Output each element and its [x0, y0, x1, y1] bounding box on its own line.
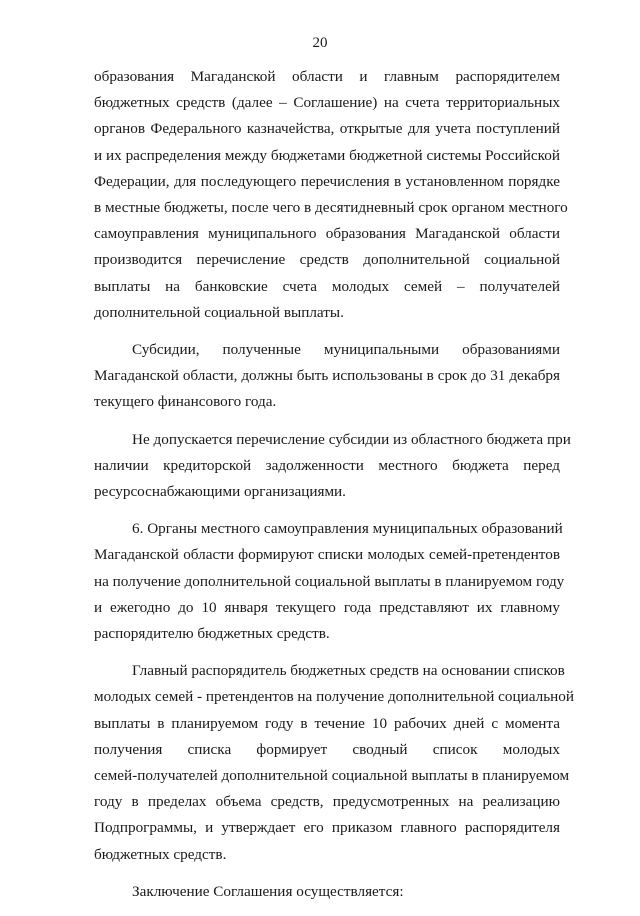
- text-line: семей-получателей дополнительной социальной выплаты в планируемом: [94, 767, 570, 785]
- text-line: и их распределения между бюджетами бюджетной системы Российской: [94, 146, 560, 164]
- page-number: 20: [312, 35, 328, 51]
- paragraph: [94, 337, 560, 416]
- text-line: производится перечисление средств дополнительной социальной: [94, 251, 560, 269]
- text-line: Главный распорядитель бюджетных средств на основании списков: [132, 662, 565, 680]
- text-line: самоуправления муниципального образования Магаданской области: [94, 225, 560, 243]
- text-line: году в пределах объема средств, предусмотренных на реализацию: [94, 793, 560, 811]
- text-line: в местные бюджеты, после чего в десятидневный срок органом местного: [94, 199, 568, 217]
- paragraph: [94, 516, 565, 647]
- text-line: 6. Органы местного самоуправления муниципальных образований: [132, 520, 563, 538]
- text-line: Заключение Соглашения осуществляется:: [132, 882, 404, 900]
- text-line: на получение дополнительной социальной выплаты в планируемом году: [94, 572, 565, 590]
- paragraph: [94, 427, 571, 506]
- paragraph: [94, 658, 574, 868]
- text-line: Магаданской области формируют списки молодых семей-претендентов: [94, 546, 560, 564]
- text-line: дополнительной социальной выплаты.: [94, 303, 344, 321]
- text-line: молодых семей - претендентов на получение дополнительной социальной: [94, 688, 574, 706]
- text-line: ресурсоснабжающими организациями.: [94, 483, 346, 501]
- text-line: Субсидии, полученные муниципальными образованиями: [132, 341, 560, 359]
- text-line: Не допускается перечисление субсидии из областного бюджета при: [132, 430, 571, 448]
- text-line: бюджетных средств (далее – Соглашение) на счета территориальных: [94, 94, 560, 112]
- text-line: образования Магаданской области и главным распорядителем: [94, 68, 560, 85]
- text-line: получения списка формирует сводный список молодых: [94, 740, 560, 758]
- text-line: выплаты на банковские счета молодых семей – получателей: [94, 277, 560, 295]
- text-line: текущего финансового года.: [94, 393, 277, 411]
- document-body: [94, 64, 574, 916]
- text-line: распорядителю бюджетных средств.: [94, 625, 330, 643]
- text-line: наличии кредиторской задолженности местного бюджета перед: [94, 456, 560, 474]
- text-line: Подпрограммы, и утверждает его приказом главного распорядителя: [94, 819, 560, 837]
- text-line: бюджетных средств.: [94, 845, 227, 863]
- text-line: Федерации, для последующего перечисления в установленном порядке: [94, 172, 560, 190]
- paragraph: [94, 879, 560, 905]
- text-line: и ежегодно до 10 января текущего года представляют их главному: [94, 598, 560, 616]
- paragraph: [94, 64, 568, 326]
- text-line: Магаданской области, должны быть использованы в срок до 31 декабря: [94, 367, 560, 385]
- text-line: выплаты в планируемом году в течение 10 рабочих дней с момента: [94, 714, 560, 732]
- text-line: органов Федерального казначейства, открытые для учета поступлений: [94, 120, 560, 138]
